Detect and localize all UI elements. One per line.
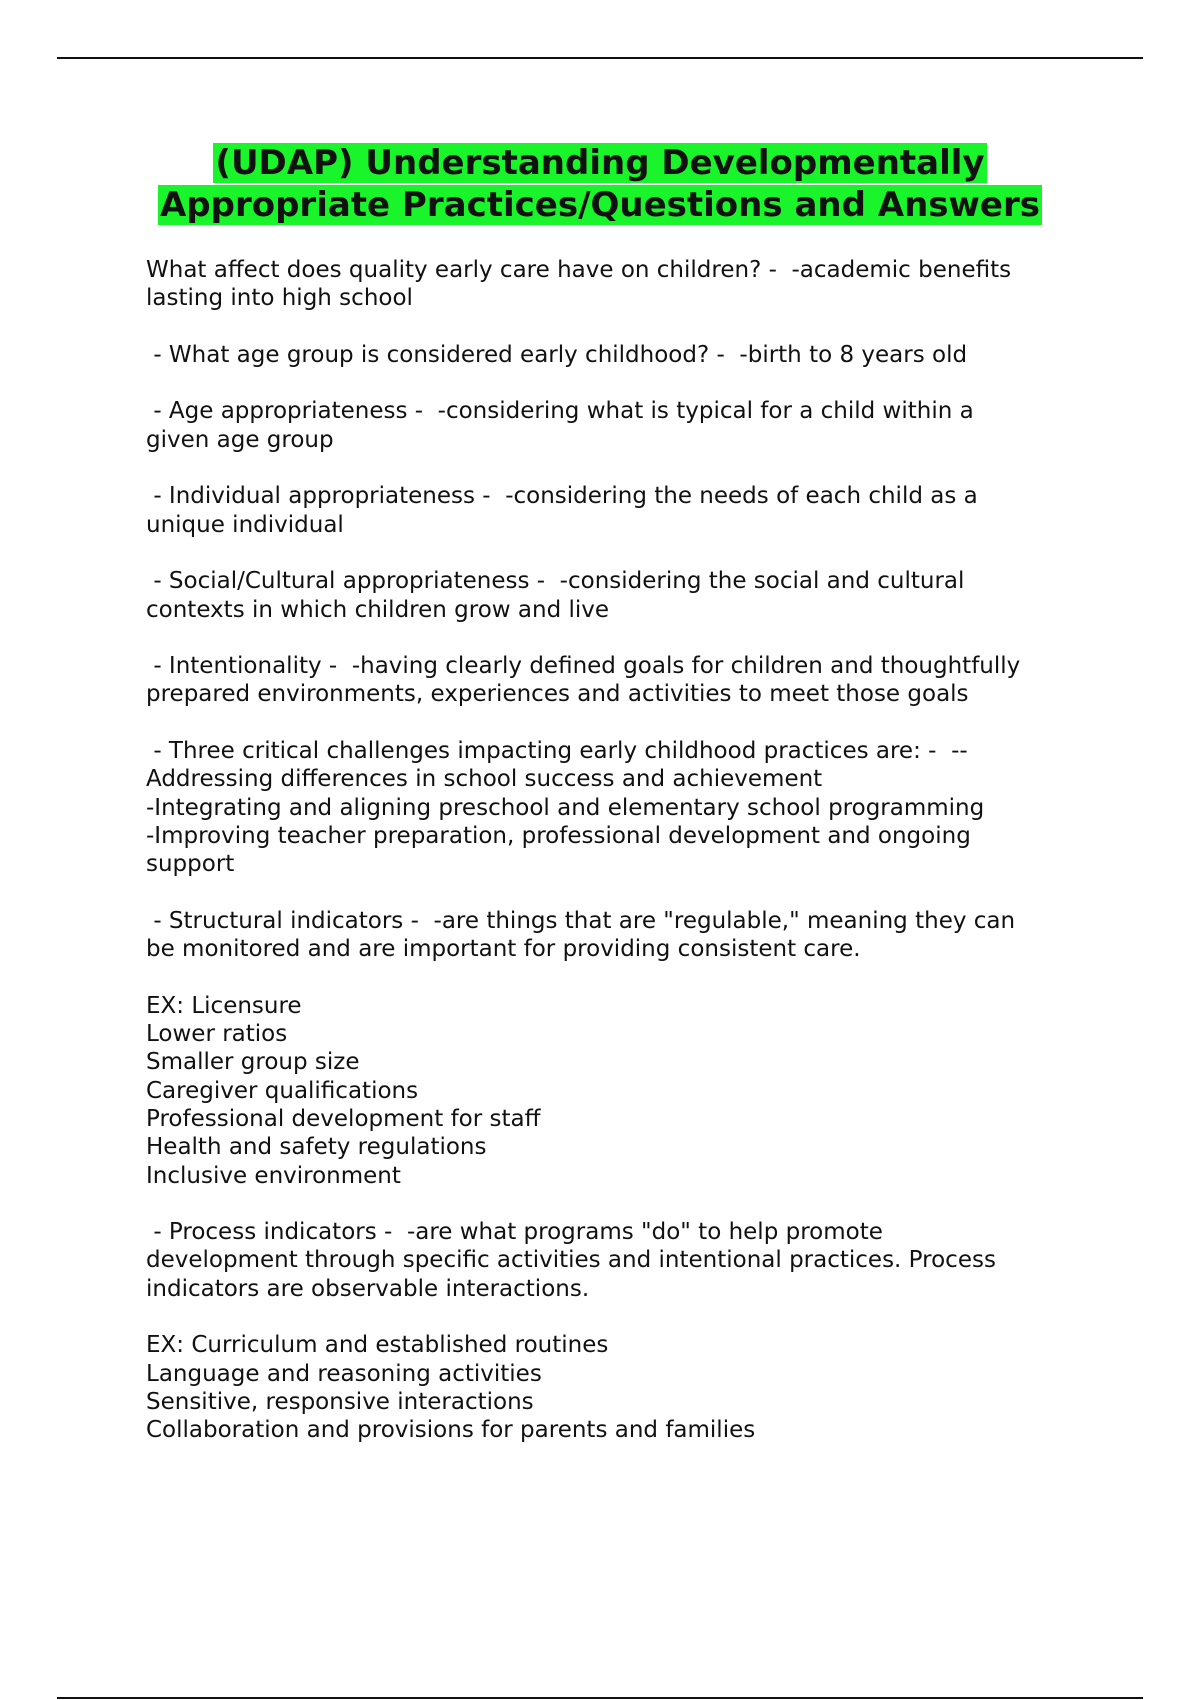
qa-item: - Individual appropriateness - -considering the needs of each child as a unique individual: [146, 483, 978, 538]
qa-item: - Social/Cultural appropriateness - -considering the social and cultural contexts in which children grow and live: [146, 568, 965, 623]
qa-item: - Three critical challenges impacting early childhood practices are: - -- Addressing differences in school success and achievement -Integrating and aligning preschool and elementary school programming -Improving teacher preparation, professional development and ongoing support: [146, 738, 985, 878]
qa-item: - Age appropriateness - -considering what is typical for a child within a given age group: [146, 398, 974, 453]
qa-item: - Intentionality - -having clearly defined goals for children and thoughtfully prepared environments, experiences and activities to meet those goals: [146, 653, 1021, 708]
qa-list: [146, 256, 1106, 1473]
bottom-rule: [57, 1697, 1143, 1699]
title-line-1: (UDAP) Understanding Developmentally: [215, 143, 985, 183]
top-rule: [57, 57, 1143, 59]
page-title: [80, 142, 1120, 226]
title-line-2: Appropriate Practices/Questions and Answers: [159, 185, 1041, 225]
qa-item: What affect does quality early care have on children? - -academic benefits lasting into high school: [146, 257, 1012, 312]
qa-item: - Process indicators - -are what programs "do" to help promote development through specific activities and intentional practices. Process indicators are observable interactions.: [146, 1219, 996, 1302]
qa-item: - Structural indicators - -are things that are "regulable," meaning they can be monitored and are important for providing consistent care.: [146, 907, 1016, 963]
example-list: EX: Curriculum and established routines Language and reasoning activities Sensitive, responsive interactions Collaboration and provisions for parents and families: [146, 1332, 756, 1444]
example-list: EX: Licensure Lower ratios Smaller group size Caregiver qualifications Professional development for staff Health and safety regulations Inclusive environment: [146, 992, 541, 1189]
qa-item: - What age group is considered early childhood? - -birth to 8 years old: [146, 341, 968, 368]
